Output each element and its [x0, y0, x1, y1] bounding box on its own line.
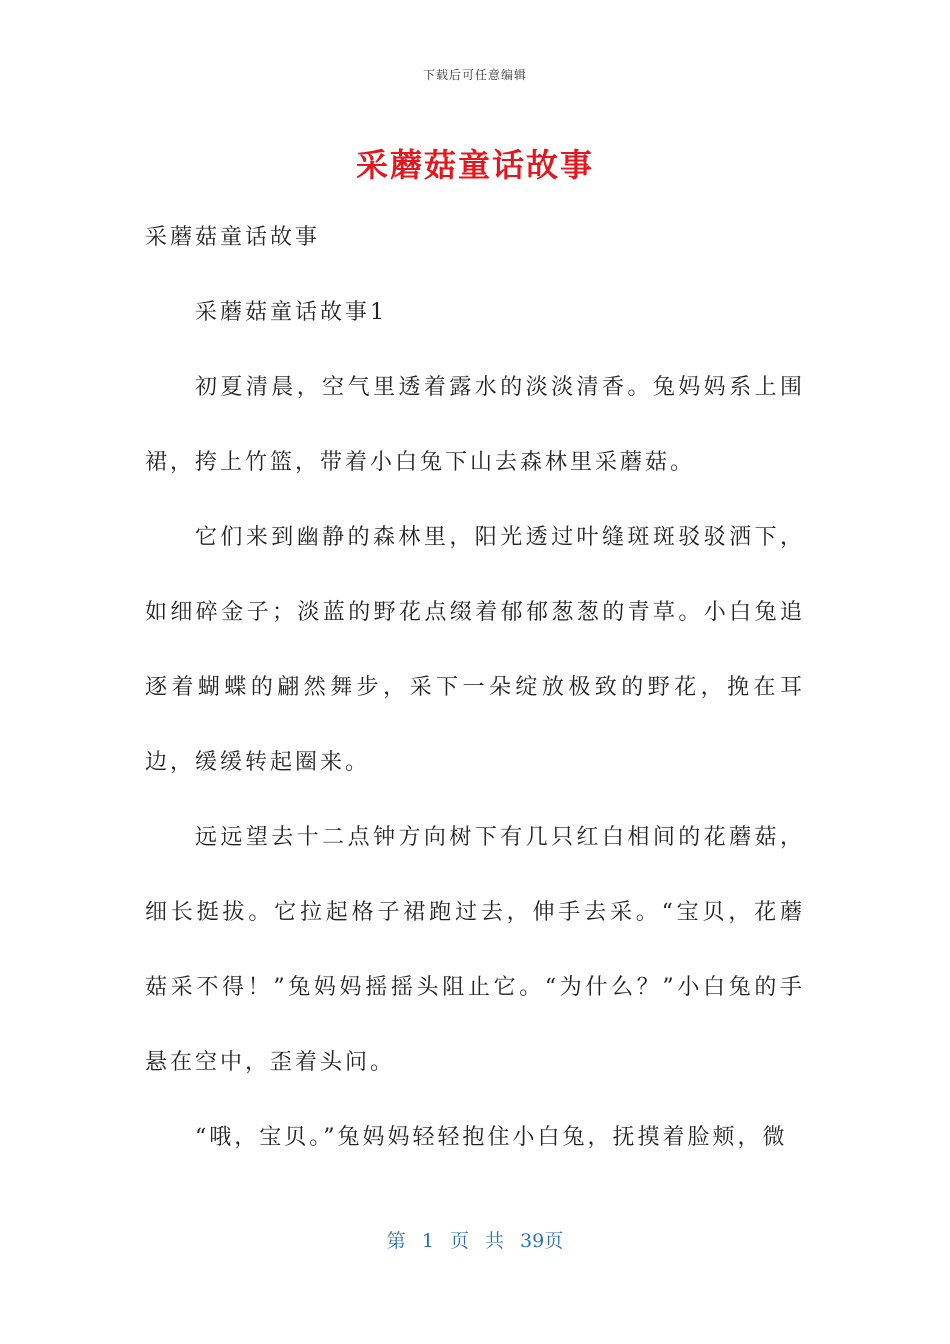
paragraph-subtitle: 采蘑菇童话故事: [145, 225, 321, 250]
paragraph-section-heading: 采蘑菇童话故事1: [195, 300, 387, 325]
paragraph: 初夏清晨，空气里透着露水的淡淡清香。兔妈妈系上围裙，挎上竹篮，带着小白兔下山去森林里采蘑菇。: [145, 375, 805, 475]
paragraph: 它们来到幽静的森林里，阳光透过叶缝斑斑驳驳洒下，如细碎金子；淡蓝的野花点缀着郁郁葱葱的青草。小白兔追逐着蝴蝶的翩然舞步，采下一朵绽放极致的野花，挽在耳边，缓缓转起圈来。: [145, 525, 805, 775]
page-number-footer: 第 1 页 共 39页: [386, 1230, 564, 1252]
paragraph: 远远望去十二点钟方向树下有几只红白相间的花蘑菇，细长挺拔。它拉起格子裙跑过去，伸手去采。“宝贝，花蘑菇采不得！”兔妈妈摇摇头阻止它。“为什么？”小白兔的手悬在空中，歪着头问。: [145, 825, 805, 1075]
document-title: 采蘑菇童话故事: [355, 146, 594, 184]
page-header-note: 下载后可任意编辑: [422, 68, 527, 82]
document-body: [145, 200, 805, 1175]
paragraph: “哦，宝贝。”兔妈妈轻轻抱住小白兔，抚摸着脸颊，微: [195, 1125, 788, 1150]
